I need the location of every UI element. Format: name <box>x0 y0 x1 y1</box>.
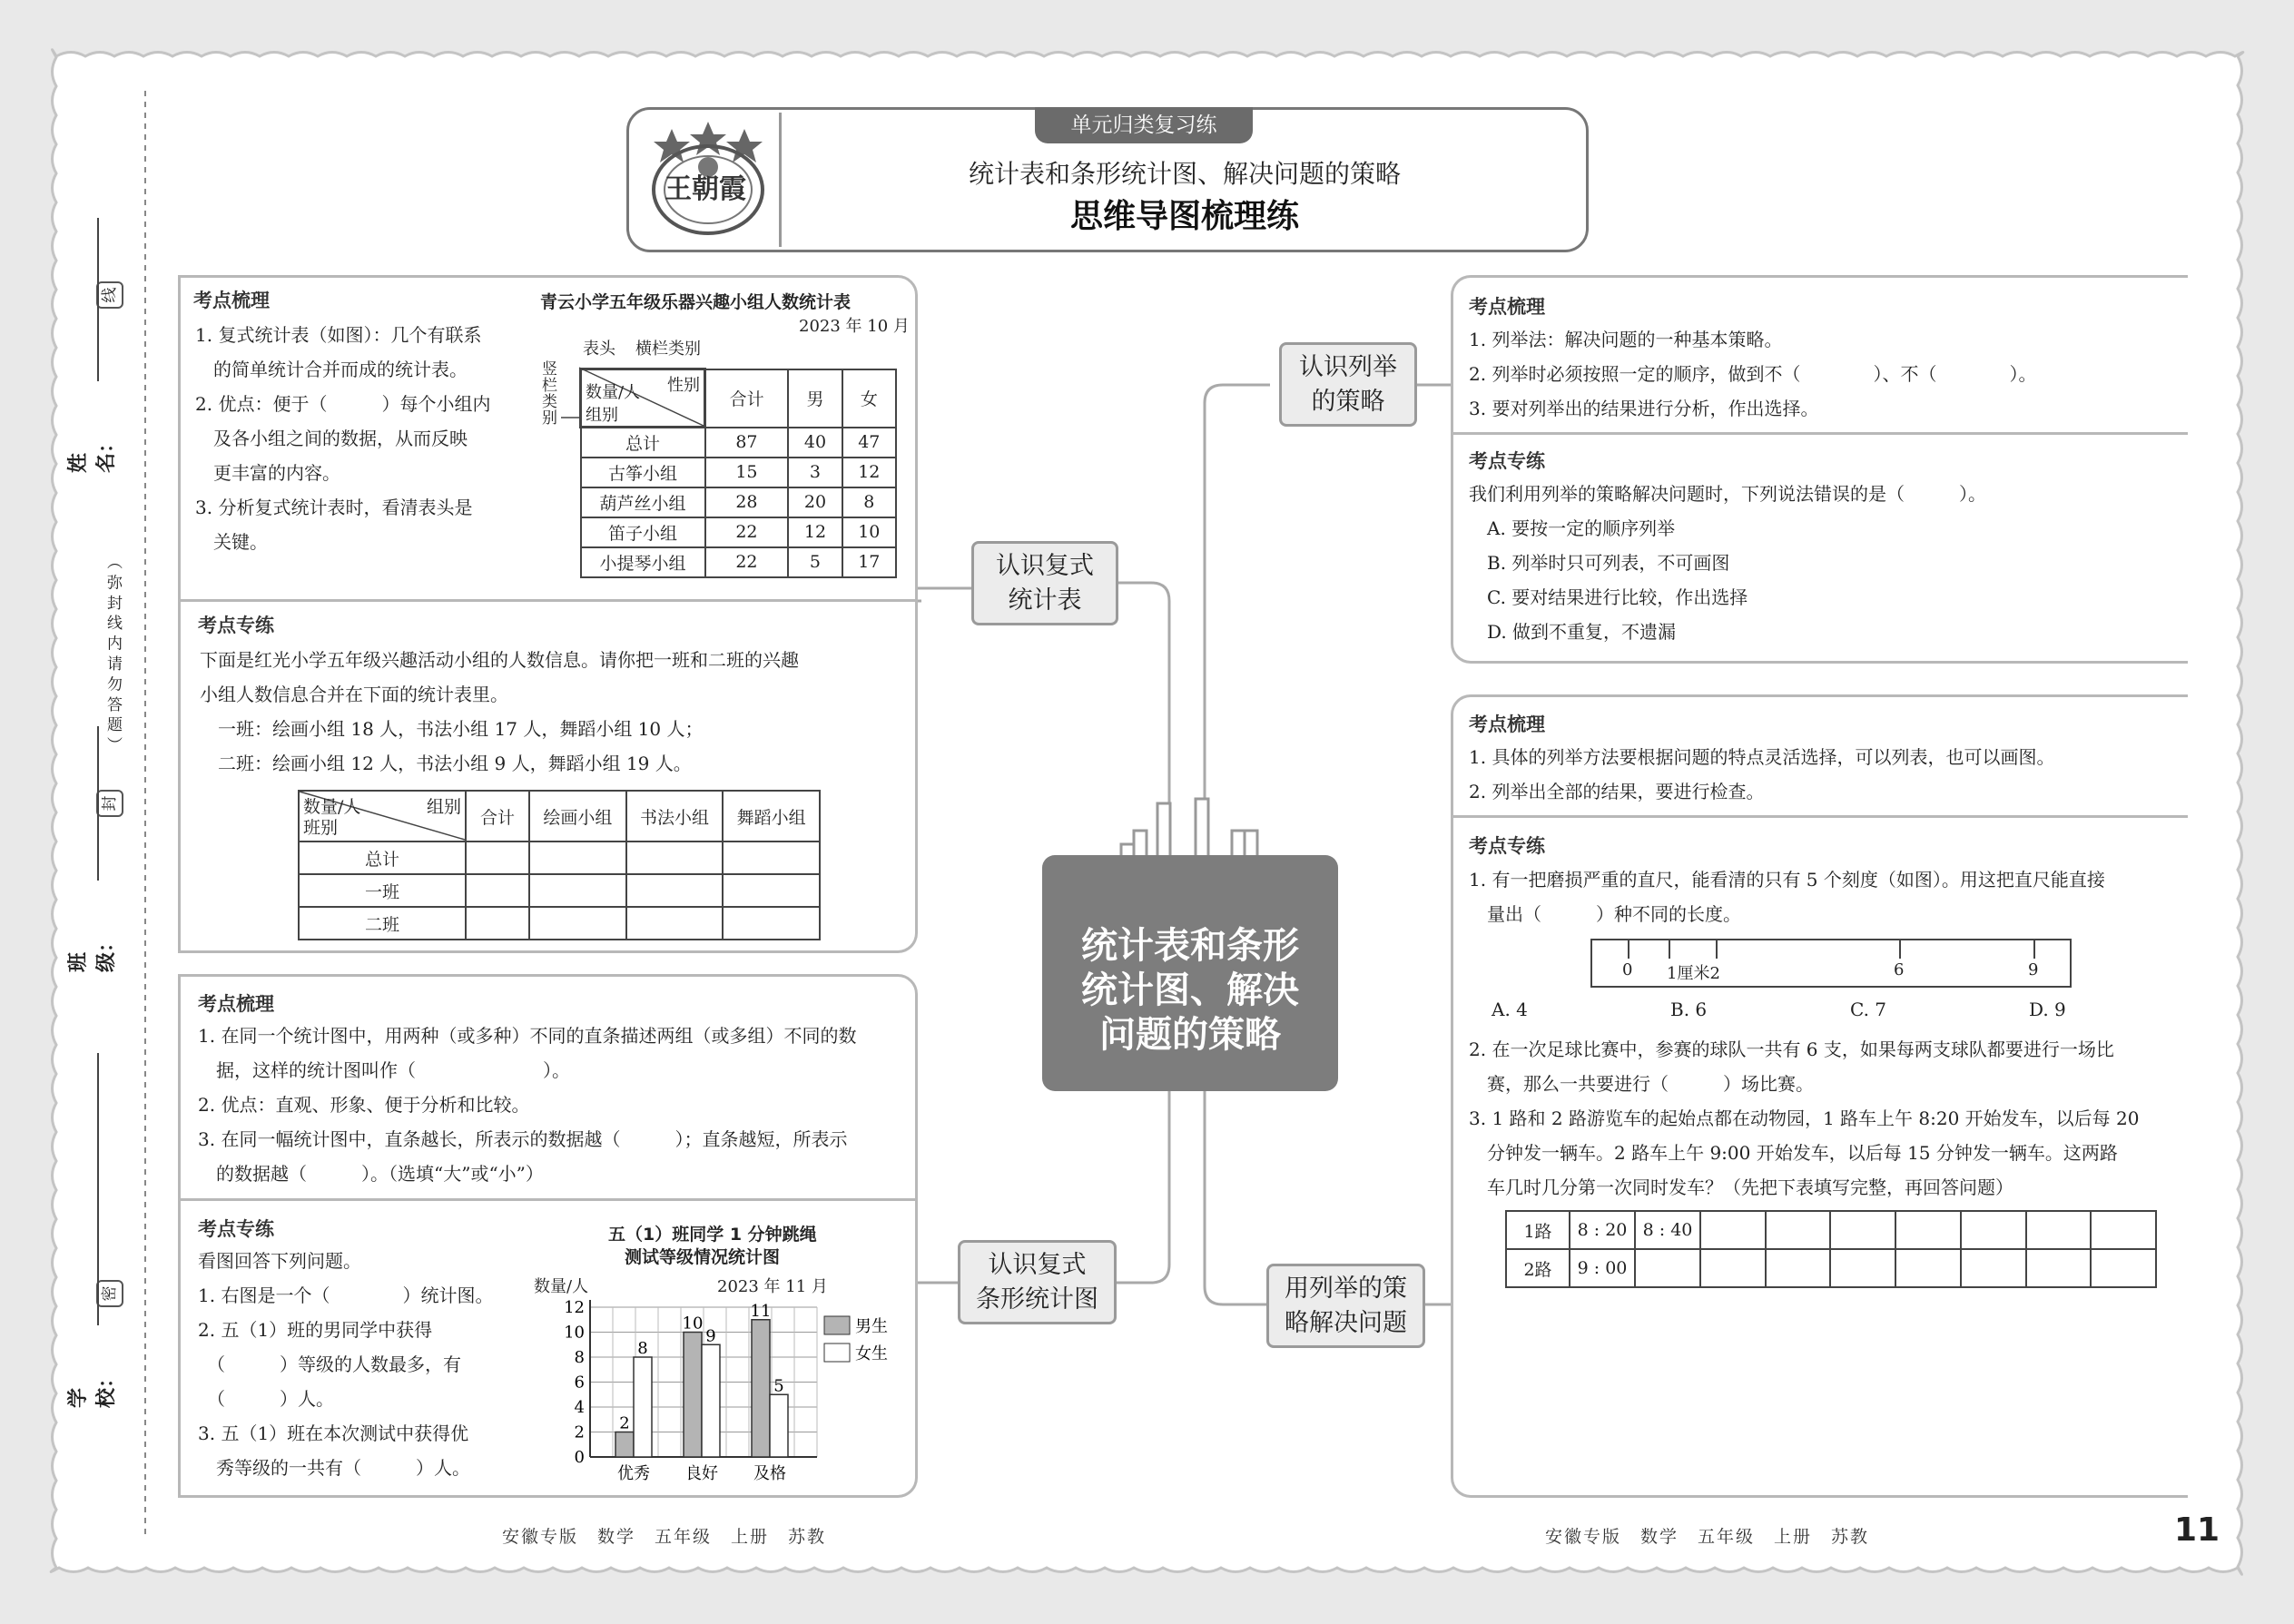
legend-label: 女生 <box>855 1344 888 1363</box>
center-line: 统计表和条形 <box>1081 925 1299 967</box>
b8-heading: 考点专练 <box>1469 835 1545 857</box>
b3-line: 1. 在同一个统计图中，用两种（或多种）不同的直条描述两组（或多组）不同的数 <box>198 1025 857 1047</box>
b5-line: 1. 列举法：解决问题的一种基本策略。 <box>1469 329 1783 350</box>
center-topic <box>1042 855 1338 1091</box>
b3-line: 2. 优点：直观、形象、便于分析和比较。 <box>198 1094 530 1116</box>
ruler-label: 9 <box>2028 960 2039 979</box>
b8-q2q3 <box>1469 1032 2139 1205</box>
b1-line: 更丰富的内容。 <box>195 462 340 484</box>
b1-cell: 40 <box>788 428 842 458</box>
chart-date: 2023 年 11 月 <box>717 1277 828 1296</box>
b7-line: 1. 具体的列举方法要根据问题的特点灵活选择，可以列表，也可以画图。 <box>1469 746 2055 768</box>
b1-cell: 12 <box>788 517 842 547</box>
b2-col: 合计 <box>466 791 529 842</box>
b6-option[interactable]: C. 要对结果进行比较，作出选择 <box>1469 586 1748 608</box>
b1-cell: 20 <box>788 487 842 517</box>
seal-note: （ 弥 封 线 内 请 勿 答 题 ） <box>103 554 122 753</box>
bus-input-cell[interactable] <box>1961 1211 2026 1249</box>
bus-cell: 1路 <box>1506 1211 1570 1249</box>
b2-col: 书法小组 <box>626 791 724 842</box>
bar-boy <box>684 1333 702 1458</box>
b6-divider <box>1451 432 2188 435</box>
b8-line: 车几时几分第一次同时发车？（先把下表填写完整，再回答问题） <box>1469 1176 2013 1198</box>
chart-xtick: 优秀 <box>617 1464 650 1483</box>
bus-table <box>1505 1210 2157 1288</box>
b1-line: 及各小组之间的数据，从而反映 <box>195 428 468 449</box>
bus-input-cell[interactable] <box>1961 1249 2026 1287</box>
b4-heading: 考点专练 <box>198 1218 274 1240</box>
b6-text <box>1469 477 1986 649</box>
bar-label: 11 <box>750 1301 772 1321</box>
b8-line: 2. 在一次足球比赛中，参赛的球队一共有 6 支，如果每两支球队都要进行一场比 <box>1469 1038 2114 1060</box>
b1-cell: 3 <box>788 458 842 487</box>
b1-table-date: 2023 年 10 月 <box>799 317 910 336</box>
bus-input-cell[interactable] <box>1635 1249 1700 1287</box>
ruler <box>1590 939 2072 988</box>
chart-ytick: 0 <box>574 1448 585 1467</box>
node-line: 认识列举 <box>1299 352 1397 381</box>
node-line: 统计表 <box>1008 586 1082 615</box>
b8-option-a[interactable]: A. 4 <box>1492 999 1528 1020</box>
b1-cell-sl: 数量/人 <box>586 383 641 402</box>
b8-option-b[interactable]: B. 6 <box>1670 999 1708 1020</box>
b1-cell: 古筝小组 <box>581 458 705 487</box>
b4-line: 1. 右图是一个（ ）统计图。 <box>198 1284 494 1306</box>
b1-line: 关键。 <box>195 531 268 553</box>
b2-cell-sl: 数量/人 <box>303 797 361 817</box>
bus-cell: 9 : 00 <box>1570 1249 1635 1287</box>
school-label: 学校： <box>67 1367 118 1408</box>
b6-option[interactable]: A. 要按一定的顺序列举 <box>1469 517 1676 539</box>
chart-ytick: 2 <box>574 1422 585 1442</box>
b2-cell-zb: 组别 <box>426 797 461 817</box>
b6-heading: 考点专练 <box>1469 450 1545 472</box>
chart-ytick: 12 <box>564 1298 585 1317</box>
page-number: 11 <box>2174 1511 2220 1549</box>
b2-line: 小组人数信息合并在下面的统计表里。 <box>200 684 508 705</box>
b2-row-label: 总计 <box>299 842 466 874</box>
name-label: 姓名： <box>67 432 118 473</box>
mi-mark: 密 <box>96 1280 123 1307</box>
b1-cell: 5 <box>788 547 842 577</box>
node-line: 略解决问题 <box>1285 1308 1407 1337</box>
chart-ytick: 8 <box>574 1348 585 1367</box>
bus-input-cell[interactable] <box>2091 1249 2156 1287</box>
b7-heading: 考点梳理 <box>1469 714 1545 735</box>
chart-xtick: 良好 <box>685 1464 718 1483</box>
node-line: 条形统计图 <box>976 1284 1098 1314</box>
bar-chart <box>0 0 908 1507</box>
b8-line: 分钟发一辆车。2 路车上午 9:00 开始发车，以后每 15 分钟发一辆车。这两路 <box>1469 1142 2118 1164</box>
b8-line: 3. 1 路和 2 路游览车的起始点都在动物园，1 路车上午 8:20 开始发车，以后每 20 <box>1469 1107 2140 1129</box>
b8-option-d[interactable]: D. 9 <box>2029 999 2066 1020</box>
chart-ytick: 10 <box>564 1323 585 1343</box>
b7-text <box>1469 740 2054 809</box>
center-line: 统计图、解决 <box>1081 969 1299 1011</box>
footer-left: 安徽专版 数学 五年级 上册 苏教 <box>502 1527 827 1547</box>
b1-cell: 笛子小组 <box>581 517 705 547</box>
b2-line: 一班：绘画小组 18 人，书法小组 17 人，舞蹈小组 10 人； <box>200 718 704 740</box>
chart-xtick: 及格 <box>753 1464 786 1483</box>
class-label: 班级： <box>67 931 118 972</box>
node-line: 的策略 <box>1311 387 1385 416</box>
xian-mark: 线 <box>96 281 123 309</box>
node-line: 认识复式 <box>988 1250 1087 1279</box>
b1-cell: 小提琴小组 <box>581 547 705 577</box>
chart-ytick: 6 <box>574 1373 585 1393</box>
b5-text <box>1469 322 2036 426</box>
bus-cell: 8 : 40 <box>1635 1211 1700 1249</box>
b2-cell-bb: 班别 <box>303 818 339 838</box>
b1-line: 的简单统计合并而成的统计表。 <box>195 359 468 380</box>
bus-input-cell[interactable] <box>1766 1211 1831 1249</box>
logo-text: 王朝霞 <box>665 173 746 205</box>
bus-input-cell[interactable] <box>1830 1211 1895 1249</box>
feng-mark: 封 <box>96 790 123 817</box>
ruler-tick <box>1628 939 1629 959</box>
ruler-tick <box>2033 939 2035 959</box>
b1-col: 男 <box>788 369 842 428</box>
bus-input-cell[interactable] <box>2026 1249 2092 1287</box>
bus-cell: 8 : 20 <box>1570 1211 1635 1249</box>
label-shul: 竖栏类别 <box>542 360 557 428</box>
legend-swatch-boy <box>824 1316 850 1334</box>
header-tag: 单元归类复习练 <box>1035 107 1253 143</box>
b1-cell: 87 <box>705 428 789 458</box>
bar-label: 2 <box>619 1413 630 1433</box>
chart-subtitle: 测试等级情况统计图 <box>625 1247 781 1267</box>
ruler-label: 1厘米2 <box>1667 964 1720 983</box>
node-enumeration-solve[interactable] <box>1266 1264 1425 1348</box>
ruler-tick <box>1716 939 1718 959</box>
b8-q1 <box>1469 862 2105 931</box>
bus-input-cell[interactable] <box>1766 1249 1831 1287</box>
b5-line: 3. 要对列举出的结果进行分析，作出选择。 <box>1469 398 1819 419</box>
bus-input-cell[interactable] <box>1895 1249 1961 1287</box>
b1-cell-zb: 组别 <box>586 406 618 425</box>
bar-label: 5 <box>773 1376 784 1396</box>
b1-cell: 葫芦丝小组 <box>581 487 705 517</box>
node-fushi-bar-chart[interactable] <box>958 1240 1117 1324</box>
b2-row-label: 二班 <box>299 907 466 940</box>
bar-girl <box>634 1357 652 1457</box>
b1-line: 2. 优点：便于（ ）每个小组内 <box>195 393 491 415</box>
chart-ytick: 4 <box>574 1398 585 1417</box>
bar-label: 9 <box>705 1326 716 1346</box>
b4-line: （ ）等级的人数最多，有 <box>198 1353 461 1375</box>
legend-label: 男生 <box>855 1317 888 1336</box>
b1-cell: 12 <box>842 458 896 487</box>
b8-line: 量出（ ）种不同的长度。 <box>1469 903 1741 925</box>
b1-cell: 22 <box>705 547 789 577</box>
bar-label: 8 <box>637 1339 648 1358</box>
label-biaotou: 表头 <box>583 340 615 359</box>
bus-input-cell[interactable] <box>2026 1211 2092 1249</box>
bar-boy <box>615 1432 634 1458</box>
ruler-label: 6 <box>1894 960 1905 979</box>
b1-cell: 28 <box>705 487 789 517</box>
b2-heading: 考点专练 <box>198 615 274 636</box>
ruler-tick <box>1669 939 1670 959</box>
b6-option[interactable]: B. 列举时只可列表，不可画图 <box>1469 552 1730 574</box>
center-line: 问题的策略 <box>1099 1014 1281 1056</box>
chart-title: 五（1）班同学 1 分钟跳绳 <box>608 1225 817 1245</box>
bus-input-cell[interactable] <box>1700 1249 1766 1287</box>
b2-col: 绘画小组 <box>529 791 626 842</box>
header-subtitle: 统计表和条形统计图、解决问题的策略 <box>968 159 1401 189</box>
b4-line: 看图回答下列问题。 <box>198 1250 361 1272</box>
b1-cell-xb: 性别 <box>667 376 700 395</box>
b1-table-title: 青云小学五年级乐器兴趣小组人数统计表 <box>540 292 852 312</box>
b1-cell: 10 <box>842 517 896 547</box>
b1-line: 1. 复式统计表（如图）：几个有联系 <box>195 324 482 346</box>
b6-option[interactable]: D. 做到不重复，不遗漏 <box>1469 621 1677 643</box>
b3-heading: 考点梳理 <box>198 993 274 1015</box>
bar-label: 10 <box>682 1314 704 1334</box>
bus-input-cell[interactable] <box>1700 1211 1766 1249</box>
b5-heading: 考点梳理 <box>1469 296 1545 318</box>
b4-line: 2. 五（1）班的男同学中获得 <box>198 1319 433 1341</box>
b1-heading: 考点梳理 <box>193 290 270 311</box>
b1-cell: 22 <box>705 517 789 547</box>
footer-right: 安徽专版 数学 五年级 上册 苏教 <box>1545 1527 1870 1547</box>
bus-cell: 2路 <box>1506 1249 1570 1287</box>
b8-divider <box>1451 815 2188 818</box>
b2-line: 下面是红光小学五年级兴趣活动小组的人数信息。请你把一班和二班的兴趣 <box>200 649 799 671</box>
b3-line: 据，这样的统计图叫作（ ）。 <box>198 1059 570 1081</box>
bar-girl <box>702 1344 720 1457</box>
page-title: 思维导图梳理练 <box>1069 198 1299 235</box>
b1-cell: 8 <box>842 487 896 517</box>
bus-input-cell[interactable] <box>1895 1211 1961 1249</box>
b4-line: 秀等级的一共有（ ）人。 <box>198 1457 470 1479</box>
node-line: 用列举的策 <box>1285 1274 1407 1303</box>
legend-swatch-girl <box>824 1343 850 1362</box>
label-hengl: 横栏类别 <box>635 340 701 359</box>
b2-line: 二班：绘画小组 12 人，书法小组 9 人，舞蹈小组 19 人。 <box>200 753 692 774</box>
b2-row-label: 一班 <box>299 874 466 907</box>
b8-line: 1. 有一把磨损严重的直尺，能看清的只有 5 个刻度（如图）。用这把直尺能直接 <box>1469 869 2105 891</box>
bus-input-cell[interactable] <box>1830 1249 1895 1287</box>
bus-input-cell[interactable] <box>2091 1211 2156 1249</box>
b2-col: 舞蹈小组 <box>723 791 820 842</box>
b3-line: 的数据越（ ）。（选填“大”或“小”） <box>198 1163 544 1185</box>
b6-line: 我们利用列举的策略解决问题时，下列说法错误的是（ ）。 <box>1469 483 1986 505</box>
b1-cell: 总计 <box>581 428 705 458</box>
b1-col: 合计 <box>705 369 789 428</box>
b4-line: （ ）人。 <box>198 1388 334 1410</box>
b8-option-c[interactable]: C. 7 <box>1850 999 1887 1020</box>
b1-cell: 47 <box>842 428 896 458</box>
ruler-label: 0 <box>1622 960 1633 979</box>
chart-ylabel: 数量/人 <box>534 1277 589 1296</box>
bar-boy <box>752 1320 770 1457</box>
b4-line: 3. 五（1）班在本次测试中获得优 <box>198 1422 469 1444</box>
node-fushi-table[interactable] <box>971 541 1118 625</box>
b7-line: 2. 列举出全部的结果，要进行检查。 <box>1469 781 1765 802</box>
b1-col: 女 <box>842 369 896 428</box>
ruler-tick <box>1899 939 1901 959</box>
b8-line: 赛，那么一共要进行（ ）场比赛。 <box>1469 1073 1814 1095</box>
node-line: 认识复式 <box>996 551 1094 580</box>
b1-line: 3. 分析复式统计表时，看清表头是 <box>195 497 473 518</box>
b5-line: 2. 列举时必须按照一定的顺序，做到不（ ）、不（ ）。 <box>1469 363 2037 385</box>
node-enumeration-strategy[interactable] <box>1279 342 1417 427</box>
b1-cell: 17 <box>842 547 896 577</box>
b1-cell: 15 <box>705 458 789 487</box>
b3-line: 3. 在同一幅统计图中，直条越长，所表示的数据越（ ）；直条越短，所表示 <box>198 1128 848 1150</box>
bar-girl <box>770 1394 788 1457</box>
